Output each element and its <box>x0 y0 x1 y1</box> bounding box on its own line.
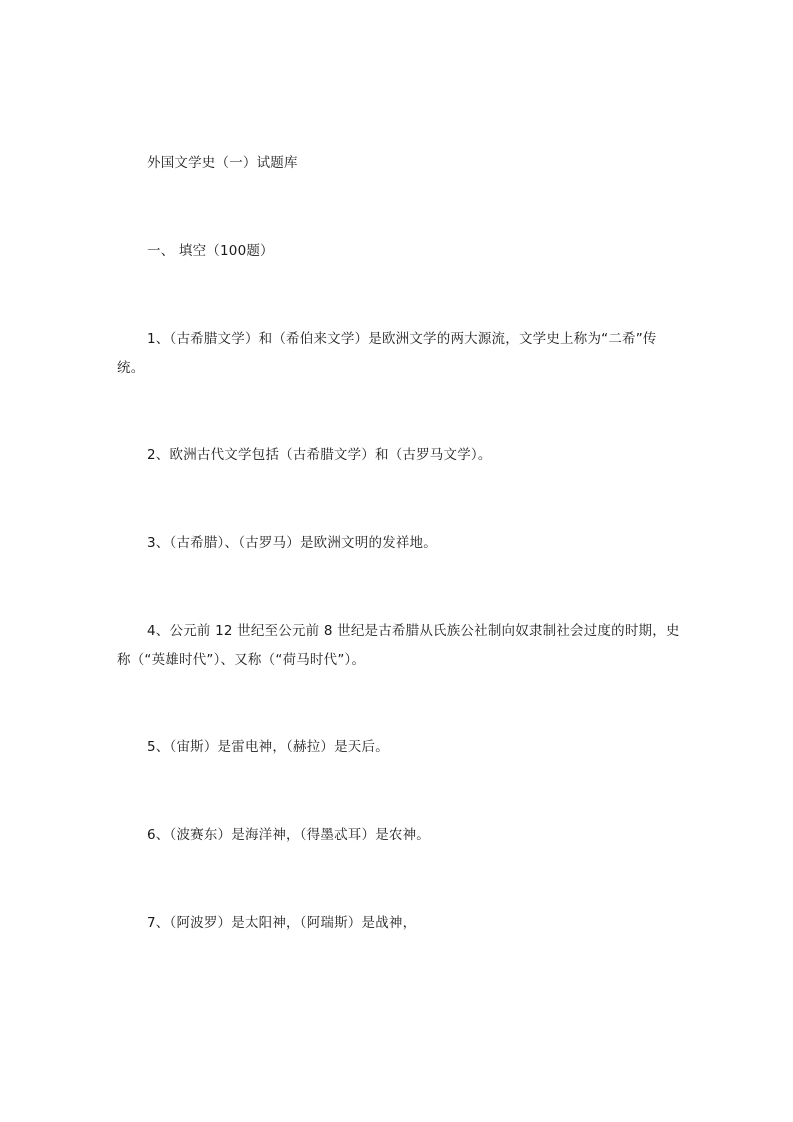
document-title: 外国文学史（一）试题库 <box>147 155 298 171</box>
question-line: 6、（波赛东）是海洋神，（得墨忒耳）是农神。 <box>147 827 430 843</box>
question-line: 2、欧洲古代文学包括（古希腊文学）和（古罗马文学）。 <box>147 447 492 463</box>
question-line: 1、（古希腊文学）和（希伯来文学）是欧洲文学的两大源流，文学史上称为“二希”传 <box>147 331 657 347</box>
question-line: 称（“英雄时代”）、又称（“荷马时代”）。 <box>117 652 366 668</box>
question-line: 5、（宙斯）是雷电神，（赫拉）是天后。 <box>147 739 389 755</box>
question-line: 3、（古希腊）、（古罗马）是欧洲文明的发祥地。 <box>147 535 437 551</box>
section-heading: 一、 填空（100题） <box>147 243 274 259</box>
question-line: 统。 <box>117 360 145 376</box>
question-line: 4、公元前 12 世纪至公元前 8 世纪是古希腊从氏族公社制向奴隶制社会过度的时期，史 <box>147 623 680 639</box>
question-line: 7、（阿波罗）是太阳神，（阿瑞斯）是战神， <box>147 915 417 931</box>
